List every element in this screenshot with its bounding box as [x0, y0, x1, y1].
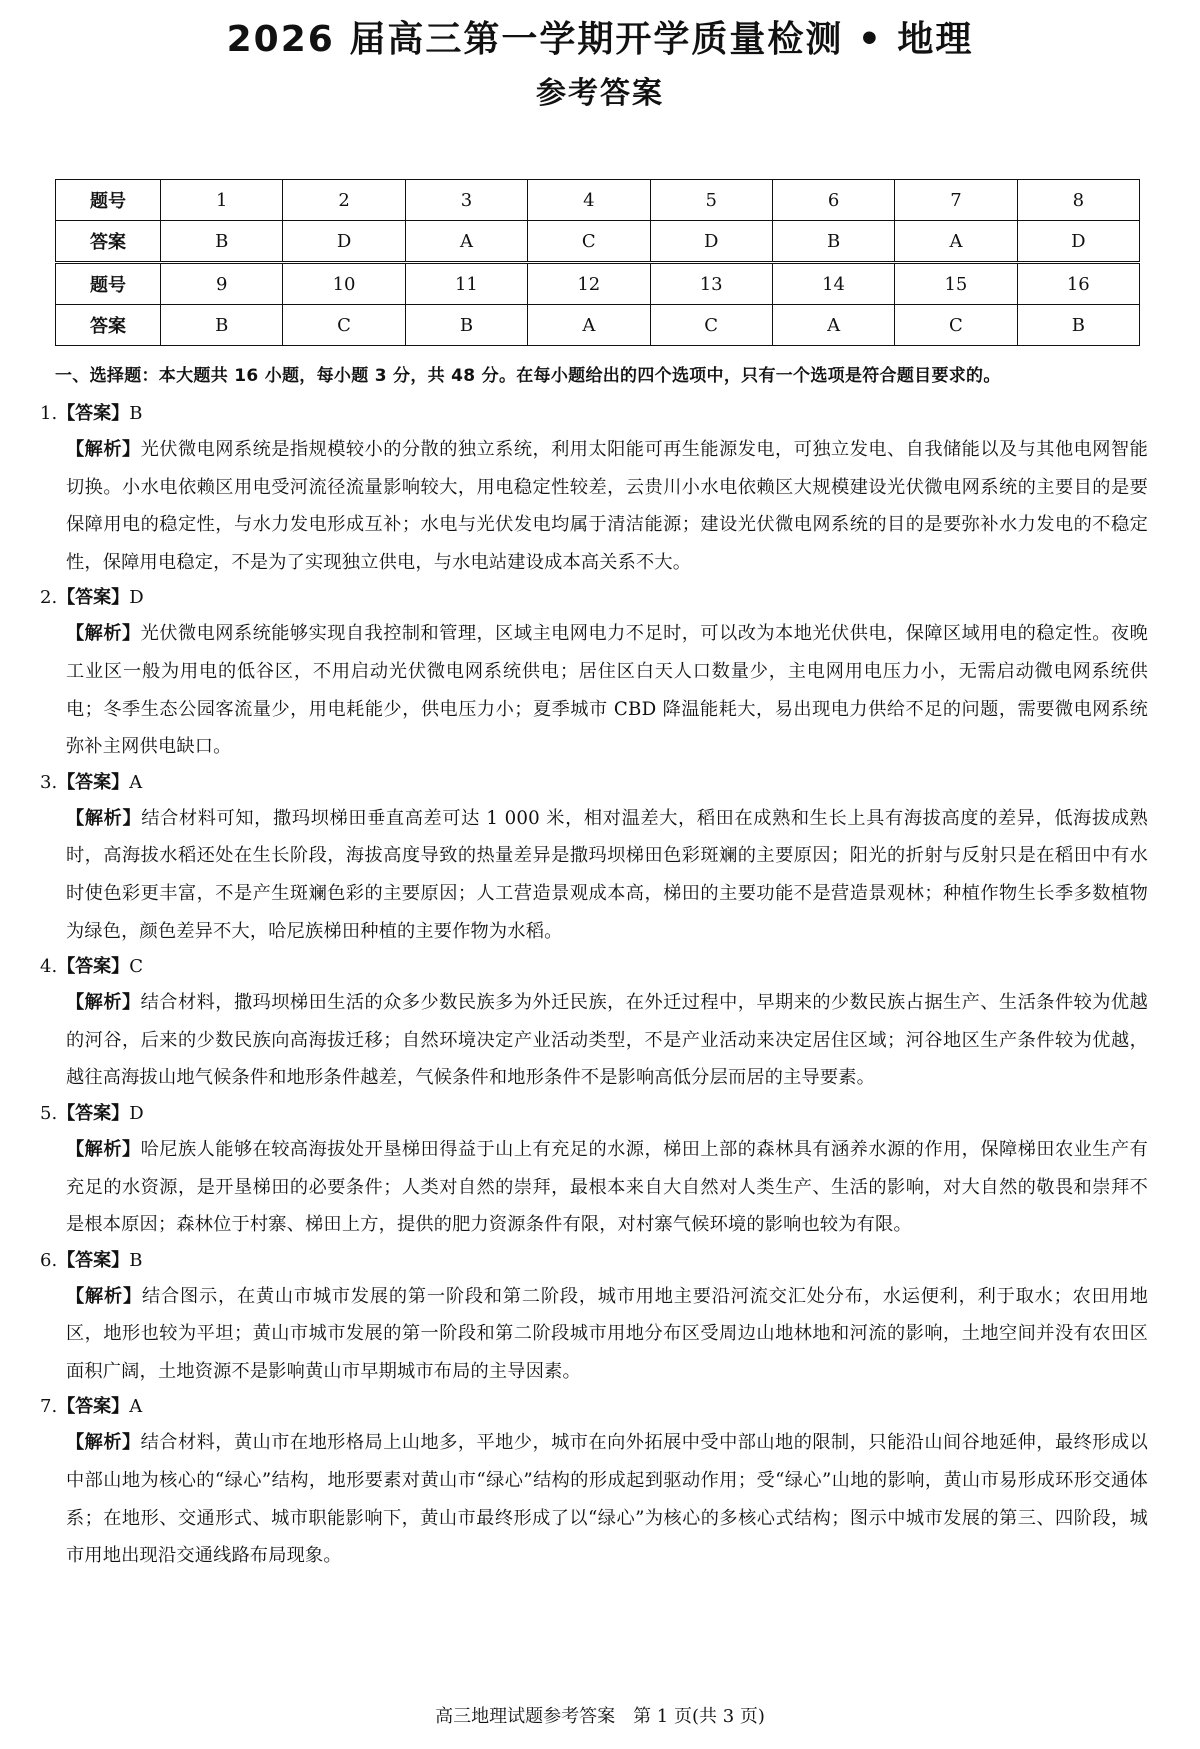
- answer-cell: B: [161, 305, 283, 346]
- answer-table: [55, 179, 1140, 346]
- question-number-cell: 2: [283, 180, 405, 221]
- answer-letter: D: [129, 587, 144, 609]
- answer-line: [40, 1244, 1148, 1278]
- answer-line: [40, 1097, 1148, 1131]
- answer-tag: 【答案】: [57, 403, 130, 424]
- answer-letter: B: [129, 403, 143, 424]
- answer-line: [40, 950, 1148, 984]
- answer-cell: C: [650, 305, 772, 346]
- question-number-cell: 12: [528, 263, 650, 305]
- analysis-paragraph: [66, 1131, 1148, 1244]
- row-label: 题号: [56, 263, 161, 305]
- answer-tag: 【答案】: [57, 1249, 130, 1271]
- answer-item: [40, 581, 1148, 765]
- analysis-text: 哈尼族人能够在较高海拔处开垦梯田得益于山上有充足的水源，梯田上部的森林具有涵养水源的作用，保障梯田农业生产有充足的水资源，是开垦梯田的必要条件；人类对自然的崇拜，最根本来自大自然对人类生产、生活的影响，对大自然的敬畏和崇拜不是根本原因；森林位于村寨、梯田上方，提供的肥力资源条件有限，对村寨气候环境的影响也较为有限。: [66, 1138, 1148, 1236]
- question-number: 4.: [40, 956, 58, 978]
- question-number: 1.: [40, 403, 58, 424]
- answer-cell: C: [283, 305, 405, 346]
- analysis-tag: 【解析】: [66, 1138, 141, 1160]
- analysis-paragraph: [66, 984, 1148, 1097]
- answer-cell: A: [772, 305, 894, 346]
- answer-cell: B: [405, 305, 527, 346]
- question-number-cell: 1: [161, 180, 283, 221]
- analysis-paragraph: [66, 1424, 1148, 1574]
- answer-line: [40, 397, 1148, 431]
- row-label: 答案: [56, 305, 161, 346]
- question-number-cell: 16: [1017, 263, 1139, 305]
- answer-cell: D: [650, 221, 772, 263]
- answer-cell: B: [161, 221, 283, 263]
- answer-letter: A: [129, 771, 143, 793]
- answer-item: [40, 766, 1148, 950]
- answer-line: [40, 766, 1148, 800]
- question-number-cell: 14: [772, 263, 894, 305]
- analysis-tag: 【解析】: [66, 439, 141, 460]
- answer-items: [40, 397, 1148, 1575]
- answer-line: [40, 1390, 1148, 1424]
- answer-cell: B: [1017, 305, 1139, 346]
- answer-tag: 【答案】: [57, 956, 130, 978]
- answer-letter: A: [129, 1396, 143, 1418]
- answer-tag: 【答案】: [57, 771, 130, 793]
- answer-item: [40, 1097, 1148, 1244]
- question-number-cell: 7: [895, 180, 1017, 221]
- answer-cell: D: [1017, 221, 1139, 263]
- answer-cell: C: [895, 305, 1017, 346]
- answer-letter: D: [129, 1102, 144, 1124]
- question-number-cell: 9: [161, 263, 283, 305]
- page-subtitle: 参考答案: [536, 76, 664, 111]
- question-number-cell: 8: [1017, 180, 1139, 221]
- question-number-cell: 11: [405, 263, 527, 305]
- question-number: 6.: [40, 1249, 58, 1271]
- question-number-cell: 3: [405, 180, 527, 221]
- answer-line: [40, 581, 1148, 615]
- table-row: [56, 305, 1140, 346]
- analysis-tag: 【解析】: [66, 1285, 142, 1307]
- question-number-cell: 10: [283, 263, 405, 305]
- question-number-cell: 15: [895, 263, 1017, 305]
- row-label: 题号: [56, 180, 161, 221]
- answer-letter: C: [129, 956, 143, 978]
- question-number-cell: 13: [650, 263, 772, 305]
- analysis-tag: 【解析】: [66, 623, 141, 645]
- question-number-cell: 6: [772, 180, 894, 221]
- answer-letter: B: [129, 1249, 143, 1271]
- answer-item: [40, 397, 1148, 581]
- analysis-tag: 【解析】: [66, 807, 142, 829]
- section-heading: 一、选择题：本大题共 16 小题，每小题 3 分，共 48 分。在每小题给出的四个选项中，只有一个选项是符合题目要求的。: [55, 366, 1001, 386]
- analysis-text: 光伏微电网系统能够实现自我控制和管理，区域主电网电力不足时，可以改为本地光伏供电，保障区域用电的稳定性。夜晚工业区一般为用电的低谷区，不用启动光伏微电网系统供电；居住区白天人口数量少，主电网用电压力小，无需启动微电网系统供电；冬季生态公园客流量少，用电耗能少，供电压力小；夏季城市 CBD 降温能耗大，易出现电力供给不足的问题，需要微电网系统弥补主网供电缺口。: [66, 623, 1148, 758]
- table-row: [56, 221, 1140, 263]
- analysis-text: 光伏微电网系统是指规模较小的分散的独立系统，利用太阳能可再生能源发电，可独立发电、自我储能以及与其他电网智能切换。小水电依赖区用电受河流径流量影响较大，用电稳定性较差，云贵川小水电依赖区大规模建设光伏微电网系统的主要目的是要保障用电的稳定性，与水力发电形成互补；水电与光伏发电均属于清洁能源；建设光伏微电网系统的目的是要弥补水力发电的不稳定性，保障用电稳定，不是为了实现独立供电，与水电站建设成本高关系不大。: [66, 439, 1148, 573]
- answer-cell: C: [528, 221, 650, 263]
- row-label: 答案: [56, 221, 161, 263]
- table-row: [56, 263, 1140, 305]
- answer-cell: A: [895, 221, 1017, 263]
- answer-item: [40, 1244, 1148, 1391]
- question-number: 3.: [40, 771, 58, 793]
- analysis-tag: 【解析】: [66, 1432, 141, 1454]
- analysis-text: 结合图示，在黄山市城市发展的第一阶段和第二阶段，城市用地主要沿河流交汇处分布，水运便利，利于取水；农田用地区，地形也较为平坦；黄山市城市发展的第一阶段和第二阶段城市用地分布区受周边山地林地和河流的影响，土地空间并没有农田区面积广阔，土地资源不是影响黄山市早期城市布局的主导因素。: [66, 1285, 1148, 1382]
- answer-cell: A: [405, 221, 527, 263]
- analysis-text: 结合材料，黄山市在地形格局上山地多，平地少，城市在向外拓展中受中部山地的限制，只能沿山间谷地延伸，最终形成以中部山地为核心的“绿心”结构，地形要素对黄山市“绿心”结构的形成起到驱动作用；受“绿心”山地的影响，黄山市易形成环形交通体系；在地形、交通形式、城市职能影响下，黄山市最终形成了以“绿心”为核心的多核心式结构；图示中城市发展的第三、四阶段，城市用地出现沿交通线路布局现象。: [66, 1432, 1148, 1567]
- answer-tag: 【答案】: [57, 1102, 130, 1124]
- answer-tag: 【答案】: [57, 1396, 130, 1418]
- answer-item: [40, 1390, 1148, 1574]
- table-row: [56, 180, 1140, 221]
- analysis-text: 结合材料可知，撒玛坝梯田垂直高差可达 1 000 米，相对温差大，稻田在成熟和生长上具有海拔高度的差异，低海拔成熟时，高海拔水稻还处在生长阶段，海拔高度导致的热量差异是撒玛坝梯田色彩斑斓的主要原因；阳光的折射与反射只是在稻田中有水时使色彩更丰富，不是产生斑斓色彩的主要原因；人工营造景观成本高，梯田的主要功能不是营造景观林；种植作物生长季多数植物为绿色，颜色差异不大，哈尼族梯田种植的主要作物为水稻。: [66, 807, 1149, 942]
- analysis-paragraph: [66, 431, 1148, 581]
- answer-cell: D: [283, 221, 405, 263]
- page-title: 2026 届高三第一学期开学质量检测 • 地理: [226, 19, 974, 60]
- answer-cell: B: [772, 221, 894, 263]
- analysis-paragraph: [66, 800, 1148, 950]
- analysis-paragraph: [66, 615, 1148, 765]
- page-footer: 高三地理试题参考答案 第 1 页(共 3 页): [435, 1706, 765, 1727]
- answer-cell: A: [528, 305, 650, 346]
- question-number-cell: 5: [650, 180, 772, 221]
- analysis-tag: 【解析】: [66, 992, 141, 1014]
- question-number: 5.: [40, 1102, 58, 1124]
- answer-item: [40, 950, 1148, 1097]
- question-number: 7.: [40, 1396, 58, 1418]
- answer-tag: 【答案】: [57, 587, 130, 609]
- analysis-text: 结合材料，撒玛坝梯田生活的众多少数民族多为外迁民族，在外迁过程中，早期来的少数民族占据生产、生活条件较为优越的河谷，后来的少数民族向高海拔迁移；自然环境决定产业活动类型，不是产业活动来决定居住区域；河谷地区生产条件较为优越，越往高海拔山地气候条件和地形条件越差，气候条件和地形条件不是影响高低分层而居的主导要素。: [66, 992, 1148, 1089]
- question-number-cell: 4: [528, 180, 650, 221]
- analysis-paragraph: [66, 1278, 1148, 1391]
- question-number: 2.: [40, 587, 58, 609]
